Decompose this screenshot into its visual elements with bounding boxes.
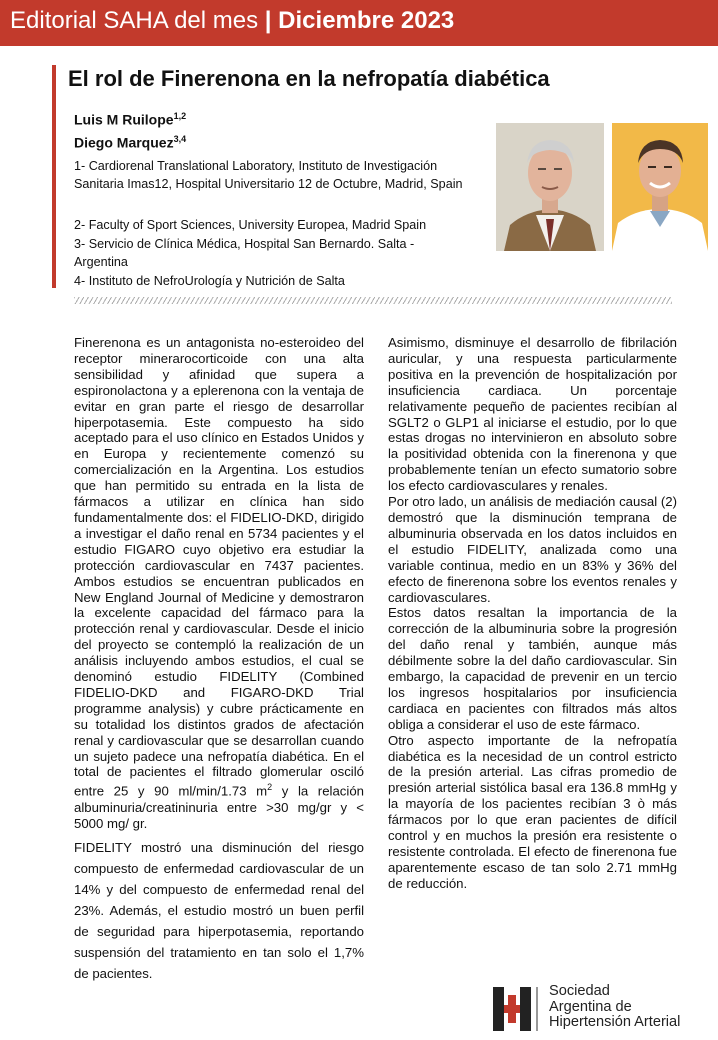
author-ruilope — [74, 111, 186, 128]
logo-line: Hipertensión Arterial — [549, 1014, 681, 1031]
paragraph: Asimismo, disminuye el desarrollo de fibrilación auricular, y una respuesta particularmente positiva en la prevención de hospitalización por insuficiencia cardiaca. Un porcentaje relativamente pequeño de pacientes recibían al SGLT2 o GLP1 al iniciarse el estudio, por lo que estas drogas no intervinieron en absoluto sobre la positividad obtenida con la finerenona y que probablemente tenían un efecto sumatorio sobre los efecto cardiovasculares y renales. — [388, 335, 677, 494]
affiliation-3: 3- Servicio de Clínica Médica, Hospital San Bernardo. Salta - Argentina — [74, 237, 415, 270]
banner-separator: | — [264, 7, 272, 34]
paragraph: Por otro lado, un análisis de mediación causal (2) demostró que la disminución temprana de albuminuria observada en los datos incluidos en el estudio FIDELITY, analizada como una variable continua, medio en un 83% y 36% del efecto de finerenona sobre los eventos renales y cardiovasculares. — [388, 494, 677, 605]
author-name: Luis M Ruilope — [74, 111, 174, 128]
saha-logo-text — [549, 984, 680, 1031]
author-marquez — [74, 134, 186, 151]
paragraph: Estos datos resaltan la importancia de la corrección de la albuminuria sobre la progresión del daño renal y también, aunque más débilmente sobre la del daño cardiovascular. Sin embargo, la capacidad de prevenir en un tercio los ingresos hospitalarios por insuficiencia cardiaca en pacientes con filtrados más altos obliga a considerar el uso de este fármaco. — [388, 605, 677, 732]
affiliation-4: 4- Instituto de NefroUrología y Nutrición de Salta — [74, 274, 345, 288]
paragraph-fidelity: FIDELITY mostró una disminución del riesgo compuesto de enfermedad cardiovascular de un 14% y del compuesto de enfermedad renal del 23%. Además, el estudio mostró un buen perfil de seguridad para hiperpotasemia, reportando suspensión del tratamiento en tan solo el 1,7% de pacientes. — [74, 840, 364, 982]
article-title: El rol de Finerenona en la nefropatía diabética — [68, 66, 550, 91]
banner-label: Editorial SAHA del mes — [10, 7, 259, 34]
logo-line: Argentina de — [549, 998, 632, 1015]
paragraph: Finerenona es un antagonista no-esteroideo del receptor minerarocorticoide con una alta sensibilidad y afinidad que supera a espironolactona y a eplerenona con la ventaja de evitar en gran parte el riesgo de desarrollar hiperpotasemia. Este compuesto ha sido aceptado para el uso clínico en Estados Unidos y en Europa y recientemente comenzó su comercialización en la Argentina. Los estudios que han permitido su entrada en la lista de fármacos a utilizar en clínica han sido fundamentalmente dos: el FIDELIO-DKD, dirigido a investigar el daño renal en 5734 pacientes y el estudio FIGARO cuyo objetivo era estudiar la protección cardiovascular en 7437 pacientes. Ambos estudios se encuentran publicados en New England Journal of Medicine y demostraron la excelente capacidad del fármaco para la protección renal y cardiovascular. Desde el inicio del proyecto se contempló la realización de un análisis incluyendo ambos estudios, el cual se denominó estudio FIDELITY (Combined FIDELIO-DKD and FIGARO-DKD Trial programme analysis) y cubre prácticamente en su totalidad los distintos grados de afectación renal y cardiovascular que se desarrollan cuando un sujeto padece una nefropatía diabética. En el total de pacientes el filtrado glomerular osciló entre 25 y 90 ml/min/1.73 $m^2$ y la relación albuminuria/creatininuria entre >30 mg/gr y < 5000 mg/ gr. — [74, 335, 364, 831]
author-photo-marquez — [612, 123, 708, 251]
accent-bar — [52, 65, 56, 288]
affiliation-2: 2- Faculty of Sport Sciences, University Europea, Madrid Spain — [74, 218, 427, 232]
paragraph: Otro aspecto importante de la nefropatía diabética es la necesidad de un control estricto de la presión arterial. Las cifras promedio de presión arterial sistólica basal era 136.8 mmHg y la mayoría de los pacientes recibían 3 ò más fármacos por lo que eran pacientes de difícil control y en muchos la presión era resistente o resistente controlada. El efecto de finerenona fue aparentemente escaso de tan solo 2.71 mmHg de reducción. — [388, 732, 677, 891]
author-sup: 3,4 — [173, 134, 187, 144]
header-banner — [0, 0, 718, 46]
logo-line: Sociedad — [549, 983, 610, 999]
banner-date: Diciembre 2023 — [278, 7, 455, 34]
banner-text — [10, 7, 454, 35]
author-sup: 1,2 — [173, 111, 187, 121]
column-left — [74, 335, 364, 984]
affiliation-1: 1- Cardiorenal Translational Laboratory, Instituto de Investigación Sanitaria Imas12, Hospital Universitario 12 de Octubre, Madrid, Spain — [74, 159, 463, 192]
column-right — [388, 335, 677, 892]
author-photo-ruilope — [496, 123, 604, 251]
saha-logo-mark-icon — [490, 985, 546, 1033]
author-name: Diego Marquez — [74, 134, 174, 151]
section-divider — [74, 297, 672, 304]
